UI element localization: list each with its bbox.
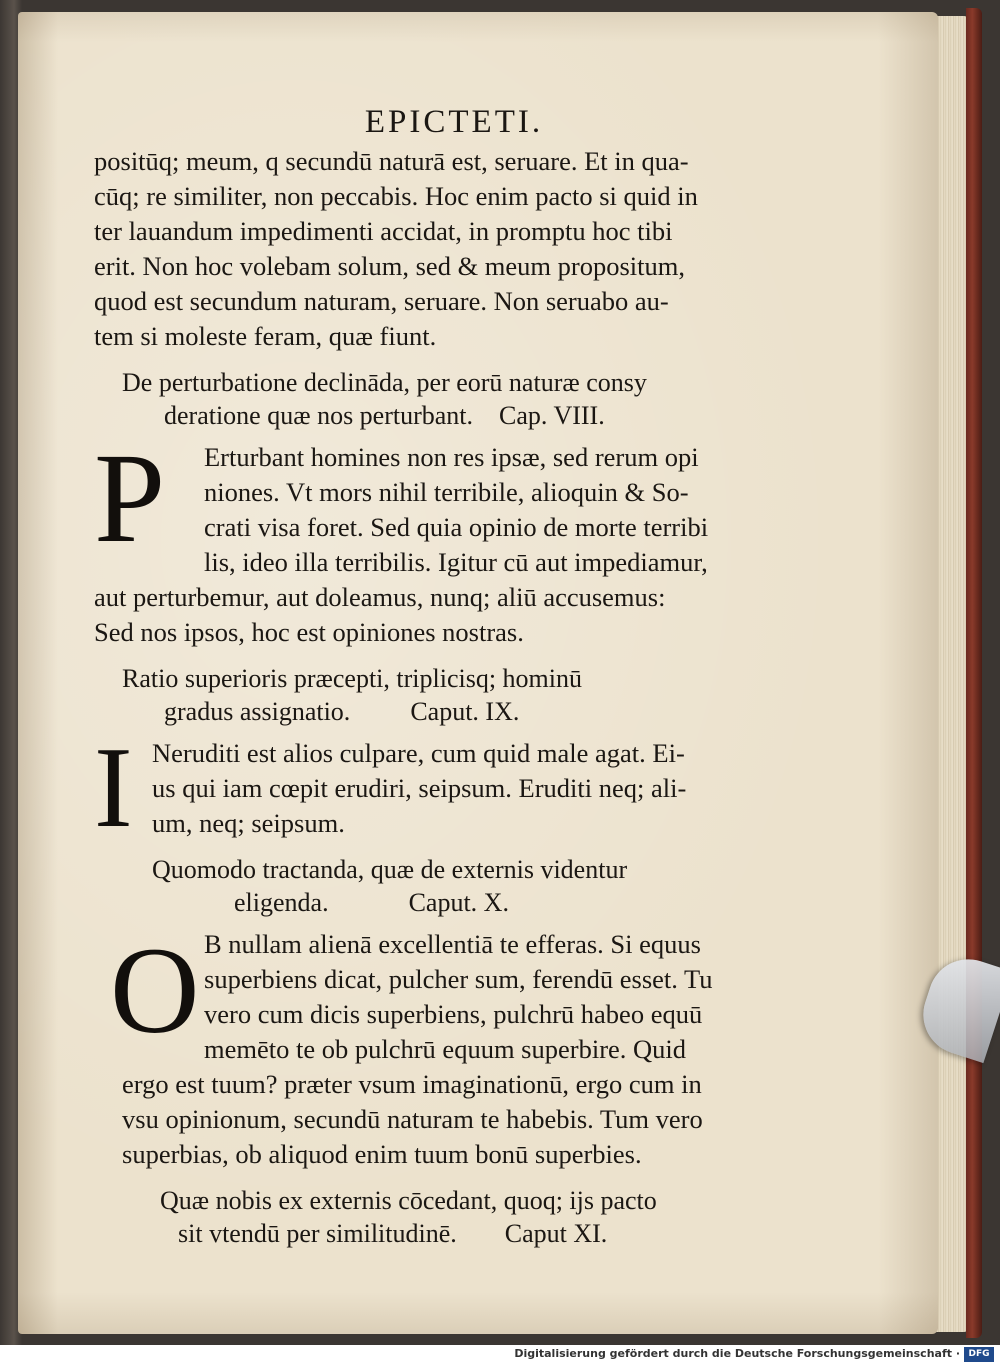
text-line: aut perturbemur, aut doleamus, nunq; aliū accusemus:	[94, 582, 666, 612]
caput-label: Caput XI.	[504, 1219, 608, 1248]
page-edges	[934, 16, 968, 1332]
running-head: EPICTETI.	[364, 104, 544, 140]
chapter-title-text: gradus assignatio.	[164, 697, 351, 726]
chapter-title-line: Ratio superioris præcepti, triplicisq; hominū	[122, 664, 583, 693]
text-line: crati visa foret. Sed quia opinio de morte terribi	[204, 512, 709, 542]
chapter-body	[94, 922, 774, 1172]
chapter-title-line	[94, 1217, 774, 1250]
text-line: lis, ideo illa terribilis. Igitur cū aut impediamur,	[204, 547, 708, 577]
text-line: positūq; meum, q secundū naturā est, seruare. Et in qua-	[94, 146, 689, 176]
text-line: tem si moleste feram, quæ fiunt.	[94, 321, 437, 351]
chapter-title-text: sit vtendū per similitudinē.	[178, 1219, 457, 1248]
drop-cap-initial: P	[94, 427, 166, 569]
text-line: erit. Non hoc volebam solum, sed & meum propositum,	[94, 251, 686, 281]
page-text	[94, 100, 774, 1258]
text-line: us qui iam cœpit erudiri, seipsum. Eruditi neq; ali-	[152, 773, 687, 803]
chapter-title-text: eligenda.	[234, 888, 329, 917]
continuation-paragraph	[94, 144, 774, 354]
chapter-title-line	[94, 695, 774, 728]
footer-bar	[0, 1345, 1000, 1365]
text-line: quod est secundum naturam, seruare. Non seruabo au-	[94, 286, 669, 316]
caput-label: Caput. X.	[408, 888, 509, 917]
chapter-title-line: Quæ nobis ex externis cōcedant, quoq; ijs pacto	[160, 1186, 657, 1215]
drop-cap-initial: O	[110, 922, 200, 1059]
drop-cap-initial: I	[94, 724, 133, 852]
text-line: Erturbant homines non res ipsæ, sed rerum opi	[204, 442, 699, 472]
chapter-title-line	[94, 886, 774, 919]
caput-label: Cap. VIII.	[499, 401, 605, 430]
text-line: Sed nos ipsos, hoc est opiniones nostras.	[94, 617, 524, 647]
chapter-title	[94, 1184, 774, 1250]
chapter-title-line: Quomodo tractanda, quæ de externis videntur	[152, 855, 628, 884]
text-line: cūq; re similiter, non peccabis. Hoc enim pacto si quid in	[94, 181, 698, 211]
text-line: Neruditi est alios culpare, cum quid male agat. Ei-	[152, 738, 685, 768]
footer-credit: Digitalisierung gefördert durch die Deutsche Forschungsgemeinschaft ·	[514, 1347, 960, 1360]
text-line: um, neq; seipsum.	[152, 808, 345, 838]
chapter-title	[94, 662, 774, 728]
text-line: ter lauandum impedimenti accidat, in promptu hoc tibi	[94, 216, 673, 246]
dfg-logo: DFG	[964, 1347, 994, 1362]
text-line: ergo est tuum? præter vsum imaginationū, ergo cum in	[122, 1069, 702, 1099]
chapter-title	[94, 853, 774, 919]
chapter-title-text: deratione quæ nos perturbant.	[164, 401, 474, 430]
text-line: vero cum dicis superbiens, pulchrū habeo equū	[204, 999, 703, 1029]
text-line: vsu opinionum, secundū naturam te habebis. Tum vero	[122, 1104, 703, 1134]
text-line: niones. Vt mors nihil terribile, alioquin & So-	[204, 477, 689, 507]
text-line: memēto te ob pulchrū equum superbire. Quid	[204, 1034, 687, 1064]
text-line: B nullam alienā excellentiā te efferas. Si equus	[204, 929, 701, 959]
chapter-title	[94, 366, 774, 432]
text-line: superbiens dicat, pulcher sum, ferendū esset. Tu	[204, 964, 713, 994]
text-line: superbias, ob aliquod enim tuum bonū superbies.	[122, 1139, 642, 1169]
chapter-title-line	[94, 399, 774, 432]
chapter-body	[94, 427, 774, 650]
chapter-title-line: De perturbatione declināda, per eorū naturæ consy	[122, 368, 647, 397]
caput-label: Caput. IX.	[410, 697, 520, 726]
chapter-body	[94, 724, 774, 852]
book-cover-edge	[966, 8, 982, 1338]
